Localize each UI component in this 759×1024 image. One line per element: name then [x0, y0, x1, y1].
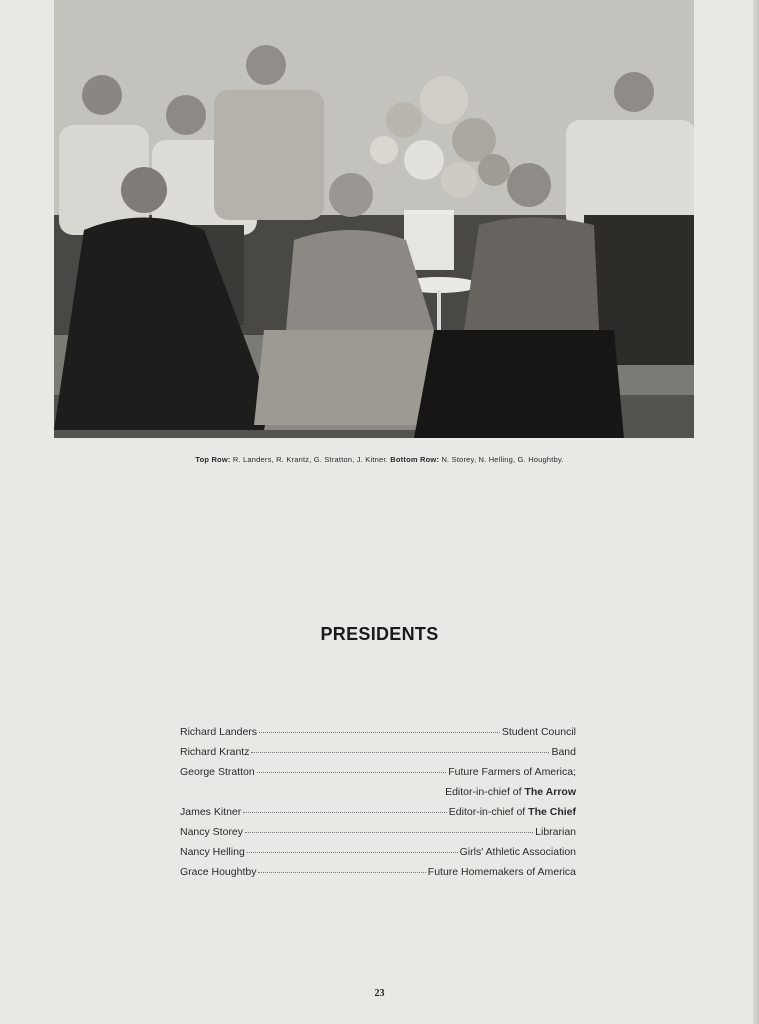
organization: Girls' Athletic Association — [459, 846, 576, 858]
dot-leader — [259, 731, 500, 733]
page-number: 23 — [374, 988, 385, 999]
list-item — [180, 726, 576, 746]
president-name: Grace Houghtby — [180, 866, 257, 878]
page-edge — [753, 0, 759, 1024]
bottom-row-people — [54, 163, 624, 438]
organization: Future Homemakers of America — [427, 866, 576, 878]
list-item — [180, 766, 576, 786]
list-item — [180, 826, 576, 846]
role-prefix: Editor-in-chief of — [448, 806, 526, 818]
list-item — [180, 806, 576, 826]
dot-leader — [251, 751, 549, 753]
publication-name: The Arrow — [524, 786, 576, 798]
organization: Student Council — [501, 726, 576, 738]
list-item — [180, 746, 576, 766]
organization: Future Farmers of America; — [448, 766, 576, 778]
role-prefix: Editor-in-chief of — [445, 786, 522, 798]
list-item — [180, 846, 576, 866]
dot-leader — [247, 851, 458, 853]
dot-leader — [243, 811, 447, 813]
dot-leader — [258, 871, 425, 873]
caption-top-row-label: Top Row: — [195, 455, 231, 464]
president-name: Richard Landers — [180, 726, 258, 738]
president-name: George Stratton — [180, 766, 255, 778]
organization — [445, 786, 576, 798]
photo-caption — [0, 455, 759, 464]
group-photo — [54, 0, 694, 438]
organization — [449, 806, 576, 818]
presidents-list — [180, 726, 576, 886]
president-name: James Kitner — [180, 806, 242, 818]
page-title: PRESIDENTS — [320, 624, 439, 644]
president-name: Nancy Helling — [180, 846, 245, 858]
caption-bottom-row-names: N. Storey, N. Helling, G. Houghtby. — [441, 455, 564, 464]
dot-leader — [245, 831, 533, 833]
caption-bottom-row-label: Bottom Row: — [390, 455, 440, 464]
caption-top-row-names: R. Landers, R. Krantz, G. Stratton, J. Kitner. — [232, 455, 388, 464]
organization: Librarian — [535, 826, 576, 838]
organization: Band — [551, 746, 576, 758]
president-name: Nancy Storey — [180, 826, 244, 838]
president-name: Richard Krantz — [180, 746, 250, 758]
list-item — [180, 866, 576, 886]
dot-leader — [257, 771, 446, 773]
list-item-continuation — [180, 786, 576, 806]
publication-name: The Chief — [528, 806, 576, 818]
